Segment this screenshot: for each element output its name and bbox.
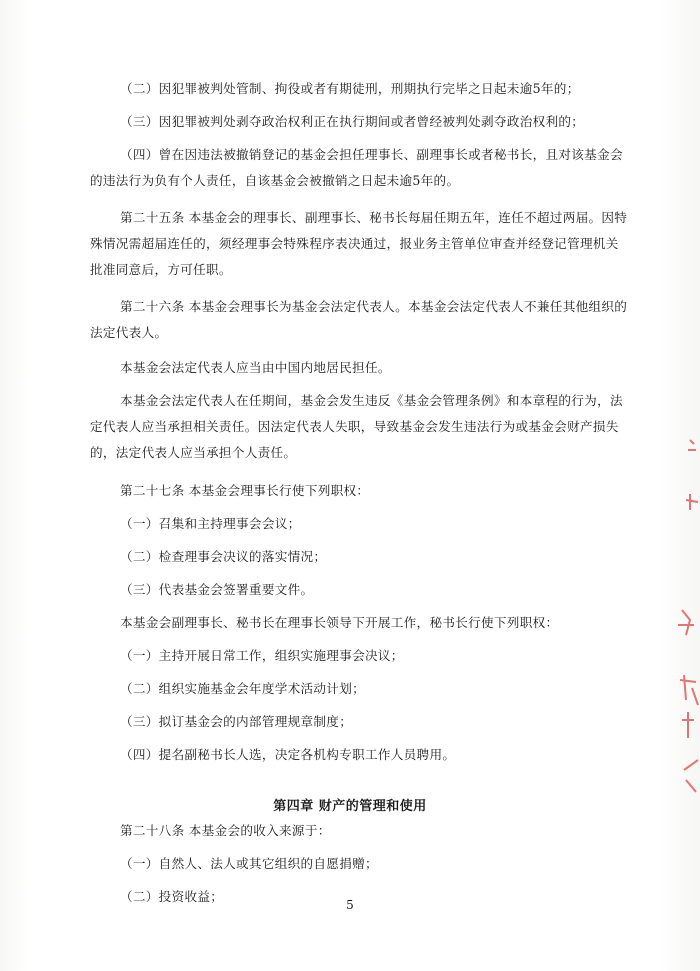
article-26-paragraph: 第二十六条 本基金会理事长为基金会法定代表人。本基金会法定代表人不兼任其他组织的法定代表人。 [90,299,628,340]
article-28-heading: 第二十八条 本基金会的收入来源于： [120,823,331,838]
clause-3-line: （三）因犯罪被判处剥夺政治权利正在执行期间或者曾经被判处剥夺政治权利的； [120,114,585,129]
income-source-2: （二）投资收益； [120,889,224,904]
red-seal-fragment [660,420,700,820]
chairman-power-3: （三）代表基金会签署重要文件。 [120,582,314,597]
chairman-power-2: （二）检查理事会决议的落实情况； [120,549,327,564]
secretary-general-intro: 本基金会副理事长、秘书长在理事长领导下开展工作，秘书长行使下列职权： [120,615,559,630]
income-source-1: （一）自然人、法人或其它组织的自愿捐赠； [120,856,378,871]
secretary-power-3: （三）拟订基金会的内部管理规章制度； [120,714,353,729]
legal-rep-residency-line: 本基金会法定代表人应当由中国内地居民担任。 [120,360,391,375]
secretary-power-2: （二）组织实施基金会年度学术活动计划； [120,681,365,696]
clause-2-line: （二）因犯罪被判处管制、拘役或者有期徒刑，刑期执行完毕之日起未逾5年的； [120,81,580,96]
legal-rep-responsibility-paragraph: 本基金会法定代表人在任期间，基金会发生违反《基金会管理条例》和本章程的行为，法定代表人应当承担相关责任。因法定代表人失职，导致基金会发生违法行为或基金会财产损失的，法定代表人应当承担个人责任。 [90,393,623,460]
article-27-heading: 第二十七条 本基金会理事长行使下列职权： [120,483,370,498]
clause-4-paragraph: （四）曾在因违法被撤销登记的基金会担任理事长、副理事长或者秘书长，且对该基金会的违法行为负有个人责任，自该基金会被撤销之日起未逾5年的。 [90,147,623,188]
article-25-paragraph: 第二十五条 本基金会的理事长、副理事长、秘书长每届任期五年，连任不超过两届。因特殊情况需超届连任的，须经理事会特殊程序表决通过，报业务主管单位审查并经登记管理机关批准同意后，方可任职。 [90,210,628,277]
chapter-4-heading: 第四章 财产的管理和使用 [273,799,427,814]
secretary-power-1: （一）主持开展日常工作，组织实施理事会决议； [120,648,404,663]
secretary-power-4: （四）提名副秘书长人选，决定各机构专职工作人员聘用。 [120,747,456,762]
chairman-power-1: （一）召集和主持理事会会议； [120,516,301,531]
page-number: 5 [346,898,354,912]
